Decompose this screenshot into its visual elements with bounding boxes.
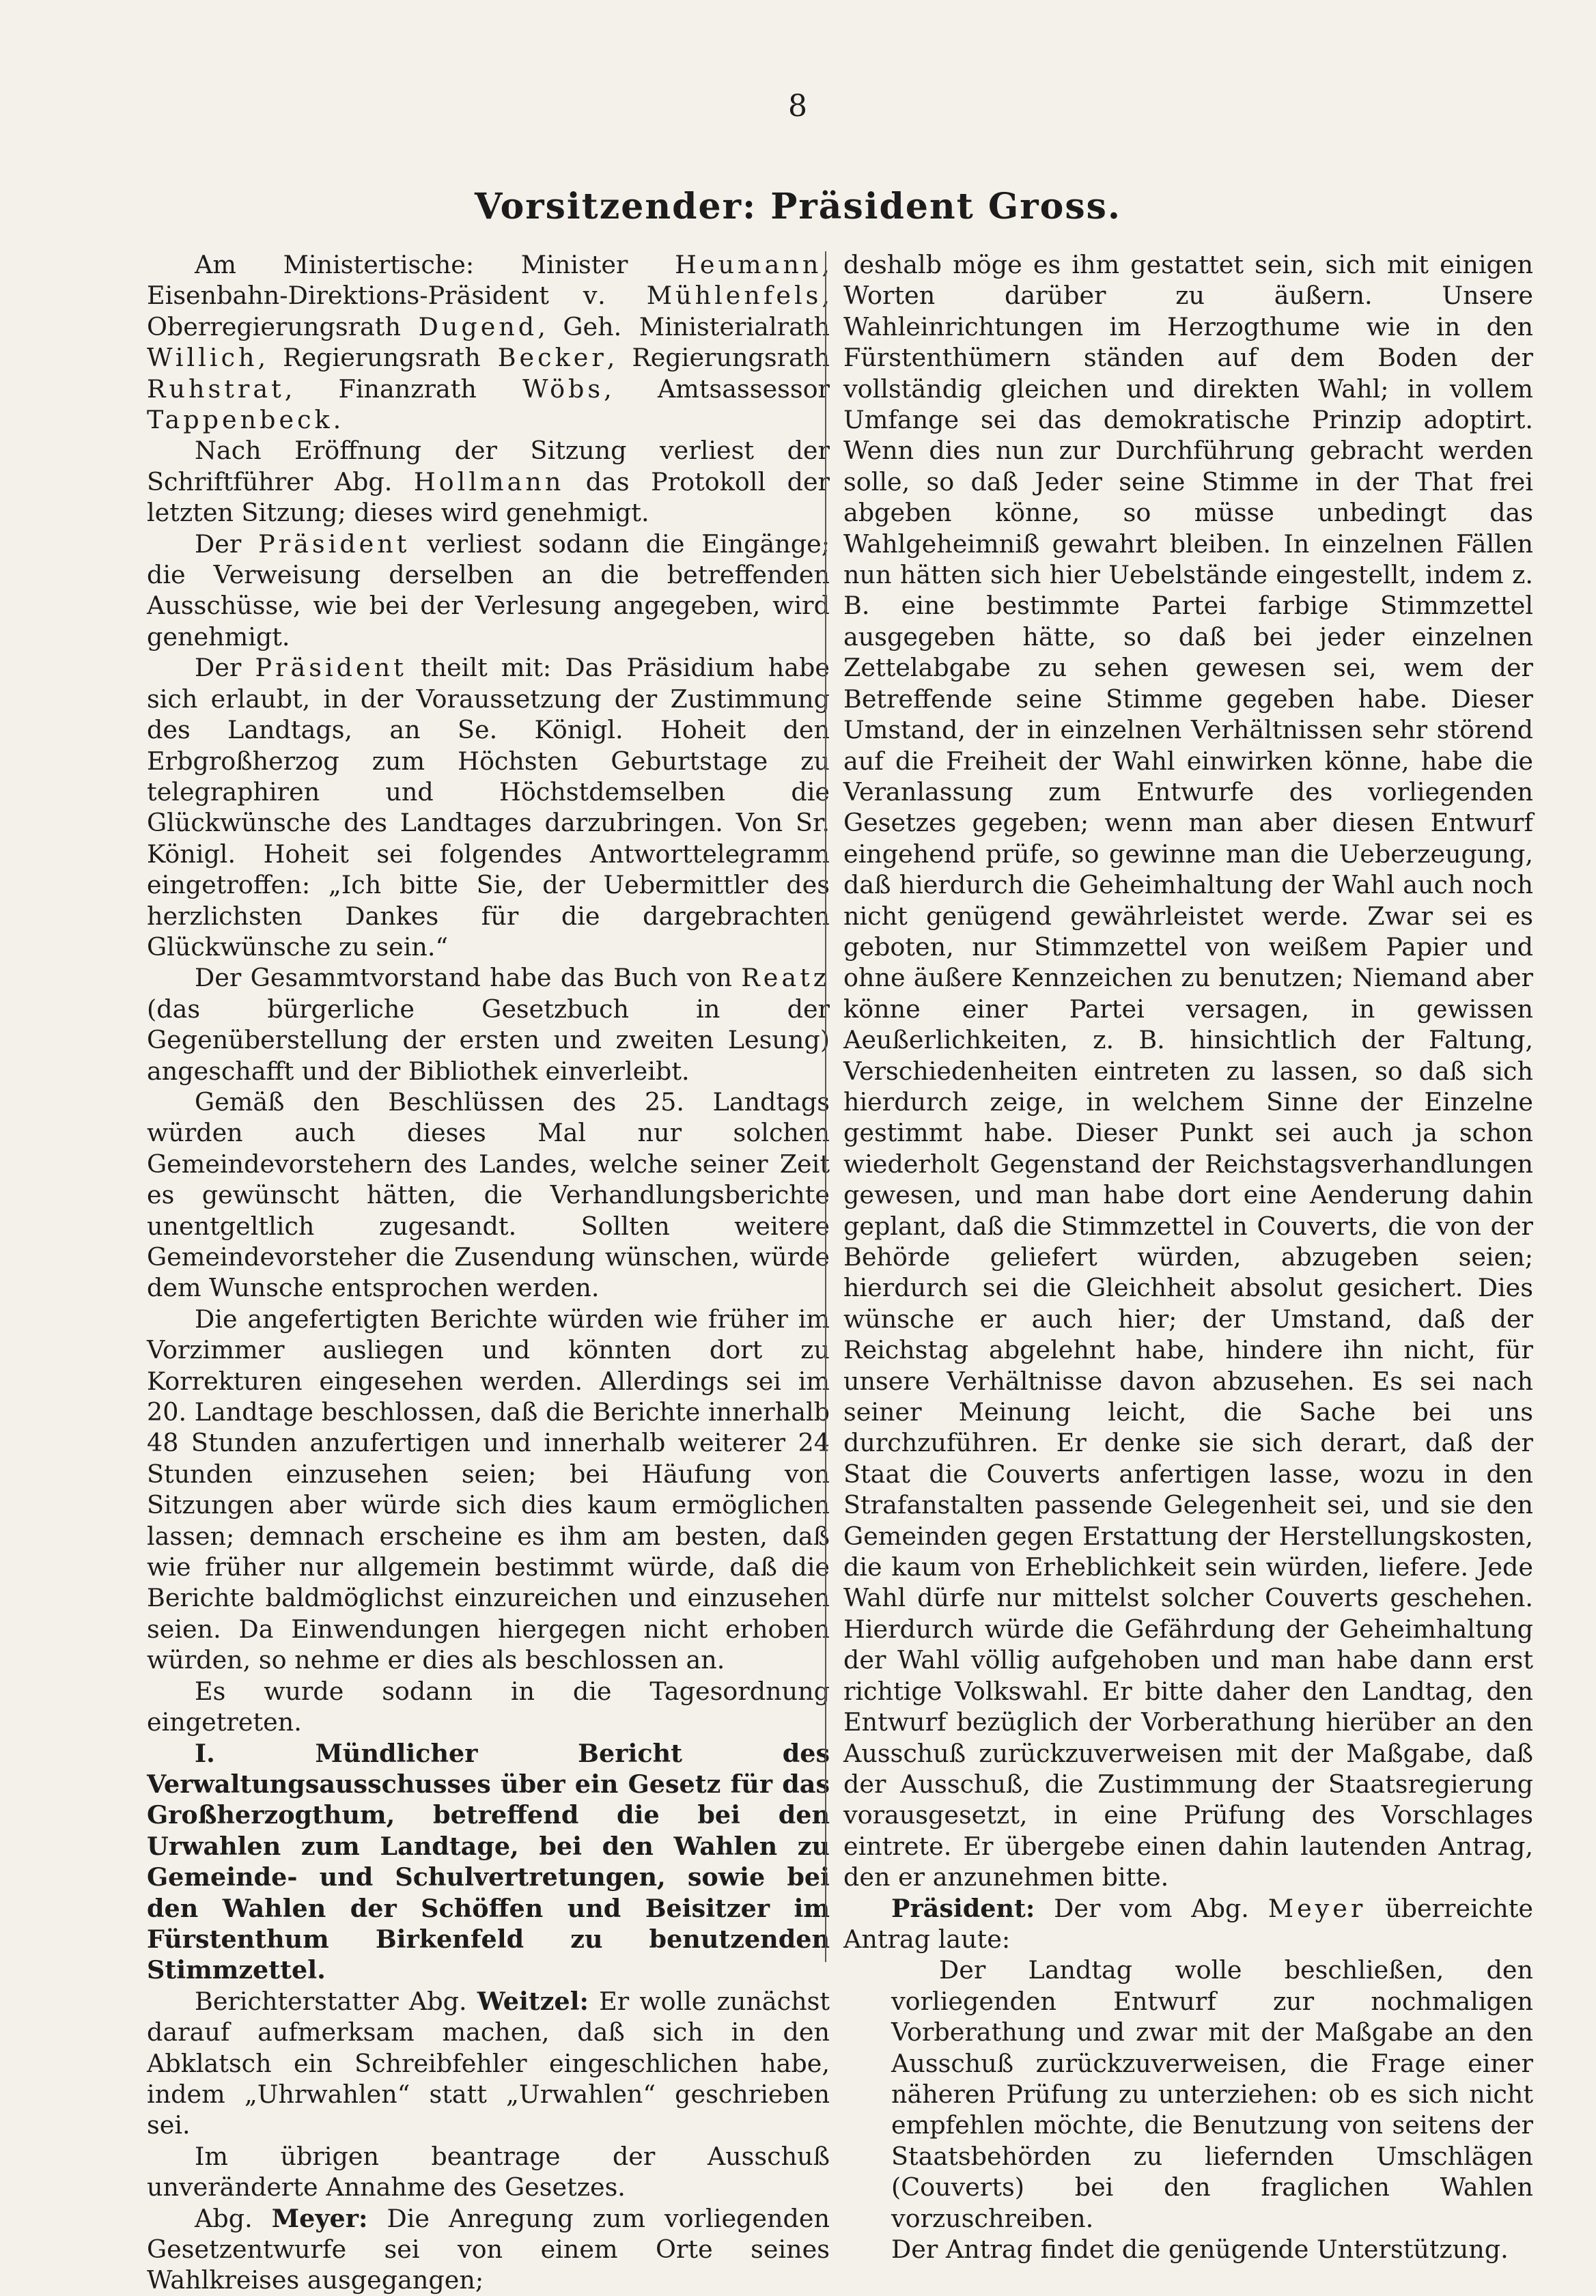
incoming-paragraph: Der Präsident verliest sodann die Eingänge; die Verweisung derselben an die betreffenden Ausschüsse, wie bei der Verlesung angegeben, wird genehmigt. [147,529,830,652]
agenda-paragraph: Es wurde sodann in die Tagesordnung eingetreten. [147,1676,830,1737]
president-paragraph: Präsident: Der vom Abg. Meyer überreichte Antrag laute: [843,1893,1534,1954]
attendance-paragraph: Am Ministertische: Minister Heumann, Eisenbahn-Direktions-Präsident v. Mühlenfels, Oberregierungsrath Dugend, Geh. Ministerialrath Willich, Regierungsrath Becker, Regierungsrath Ruhstrat, Finanzrath Wöbs, Amtsassessor Tappenbeck. [147,250,830,435]
meyer-speech-paragraph: Abg. Meyer: Die Anregung zum vorliegenden Gesetzentwurfe sei von einem Orte seines Wahlkreises ausgegangen; [147,2203,830,2295]
reports-paragraph: Gemäß den Beschlüssen des 25. Landtags würden auch dieses Mal nur solchen Gemeindevorstehern des Landes, welche seiner Zeit es gewünscht hätten, die Verhandlungsberichte unentgeltlich zugesandt. Sollten weitere Gemeindevorsteher die Zusendung wünschen, würde dem Wunsche entsprochen werden. [147,1087,830,1303]
library-paragraph: Der Gesammtvorstand habe das Buch von Reatz (das bürgerliche Gesetzbuch in der Gegenüberstellung der ersten und zweiten Lesung) angeschafft und der Bibliothek einverleibt. [147,963,830,1086]
agenda-item-heading: I. Mündlicher Bericht des Verwaltungsausschusses über ein Gesetz für das Großherzogthum, betreffend die bei den Urwahlen zum Landtage, bei den Wahlen zu Gemeinde- und Schulvertretungen, sowie bei den Wahlen der Schöffen und Beisitzer im Fürstenthum Birkenfeld zu benutzenden Stimmzettel. [147,1738,830,1985]
support-paragraph: Der Antrag findet die genügende Unterstützung. [891,2235,1509,2264]
rapporteur-paragraph: Berichterstatter Abg. Weitzel: Er wolle zunächst darauf aufmerksam machen, daß sich in den Abklatsch ein Schreibfehler eingeschlichen habe, indem „Uhrwahlen“ statt „Urwahlen“ geschrieben sei. [147,1986,830,2140]
column-divider [825,251,826,1962]
committee-motion-paragraph: Im übrigen beantrage der Ausschuß unveränderte Annahme des Gesetzes. [147,2141,830,2202]
telegram-paragraph: Der Präsident theilt mit: Das Präsidium habe sich erlaubt, in der Voraussetzung der Zustimmung des Landtags, an Se. Königl. Hoheit den Erbgroßherzog zum Höchsten Geburtstage zu telegraphiren und Höchstdemselben die Glückwünsche des Landtages darzubringen. Von Sr. Königl. Hoheit sei folgendes Antworttelegramm eingetroffen: „Ich bitte Sie, der Uebermittler des herzlichsten Dankes für die dargebrachten Glückwünsche zu sein.“ [147,653,830,962]
protocol-paragraph: Nach Eröffnung der Sitzung verliest der Schriftführer Abg. Hollmann das Protokoll der letzten Sitzung; dieses wird genehmigt. [147,436,830,528]
motion-text: Der Landtag wolle beschließen, den vorliegenden Entwurf zur nochmaligen Vorberathung und zwar mit der Maßgabe an den Ausschuß zurückzuverweisen, die Frage einer näheren Prüfung zu unterziehen: ob es sich nicht empfehlen möchte, die Benutzung von seitens der Staatsbehörden zu liefernden Umschlägen (Couverts) bei den fraglichen Wahlen vorzuschreiben. [891,1955,1533,2233]
page-title: Vorsitzender: Präsident Gross. [475,186,1121,227]
right-column [843,249,1533,2265]
left-column [147,249,830,2296]
page-number: 8 [788,89,807,124]
meyer-speech-continued: deshalb möge es ihm gestattet sein, sich mit einigen Worten darüber zu äußern. Unsere Wahleinrichtungen im Herzogthume wie in den Fürstenthümern ständen auf dem Boden der vollständig gleichen und direkten Wahl; in vollem Umfange sei das demokratische Prinzip adoptirt. Wenn dies nun zur Durchführung gebracht werden solle, so daß Jeder seine Stimme in der That frei abgeben könne, so müsse unbedingt das Wahlgeheimniß gewahrt bleiben. In einzelnen Fällen nun hätten sich hier Uebelstände eingestellt, indem z. B. eine bestimmte Partei farbige Stimmzettel ausgegeben hätte, so daß bei jeder einzelnen Zettelabgabe zu sehen gewesen sei, wem der Betreffende seine Stimme gegeben habe. Dieser Umstand, der in einzelnen Verhältnissen sehr störend auf die Freiheit der Wahl einwirken könne, habe die Veranlassung zum Entwurfe des vorliegenden Gesetzes gegeben; wenn man aber diesen Entwurf eingehend prüfe, so gewinne man die Ueberzeugung, daß hierdurch die Geheimhaltung der Wahl auch noch nicht genügend gewährleistet werde. Zwar sei es geboten, nur Stimmzettel von weißem Papier und ohne äußere Kennzeichen zu benutzen; Niemand aber könne einer Partei versagen, in gewissen Aeußerlichkeiten, z. B. hinsichtlich der Faltung, Verschiedenheiten eintreten zu lassen, so daß sich hierdurch zeige, in welchem Sinne der Einzelne gestimmt habe. Dieser Punkt sei auch ja schon wiederholt Gegenstand der Reichstagsverhandlungen gewesen, und man habe dort eine Aenderung dahin geplant, daß die Stimmzettel in Couverts, die von der Behörde geliefert würden, abzugeben seien; hierdurch sei die Gleichheit absolut gesichert. Dies wünsche er auch hier; der Umstand, daß der Reichstag abgelehnt habe, hindere ihn nicht, für unsere Verhältnisse davon abzusehen. Es sei nach seiner Meinung leicht, die Sache bei uns durchzuführen. Er denke sie sich derart, daß der Staat die Couverts anfertigen lasse, wozu in den Strafanstalten passende Gelegenheit sei, und sie den Gemeinden gegen Erstattung der Herstellungskosten, die kaum von Erheblichkeit sein würden, liefere. Jede Wahl dürfe nur mittelst solcher Couverts geschehen. Hierdurch würde die Gefährdung der Geheimhaltung der Wahl völlig aufgehoben und man habe dann erst richtige Volkswahl. Er bitte daher den Landtag, den Entwurf bezüglich der Vorberathung hierüber an den Ausschuß zurückzuverweisen mit der Maßgabe, daß der Ausschuß, die Zustimmung der Staatsregierung vorausgesetzt, in eine Prüfung des Vorschlages eintrete. Er übergebe einen dahin lautenden Antrag, den er anzunehmen bitte. [843,250,1533,1892]
corrections-paragraph: Die angefertigten Berichte würden wie früher im Vorzimmer ausliegen und könnten dort zu Korrekturen eingesehen werden. Allerdings sei im 20. Landtage beschlossen, daß die Berichte innerhalb 48 Stunden anzufertigen und innerhalb weiterer 24 Stunden einzusehen seien; bei Häufung von Sitzungen aber würde sich dies kaum ermöglichen lassen; demnach erscheine es ihm am besten, daß wie früher nur allgemein bestimmt würde, daß die Berichte baldmöglichst einzureichen und einzusehen seien. Da Einwendungen hiergegen nicht erhoben würden, so nehme er dies als beschlossen an. [147,1304,830,1675]
